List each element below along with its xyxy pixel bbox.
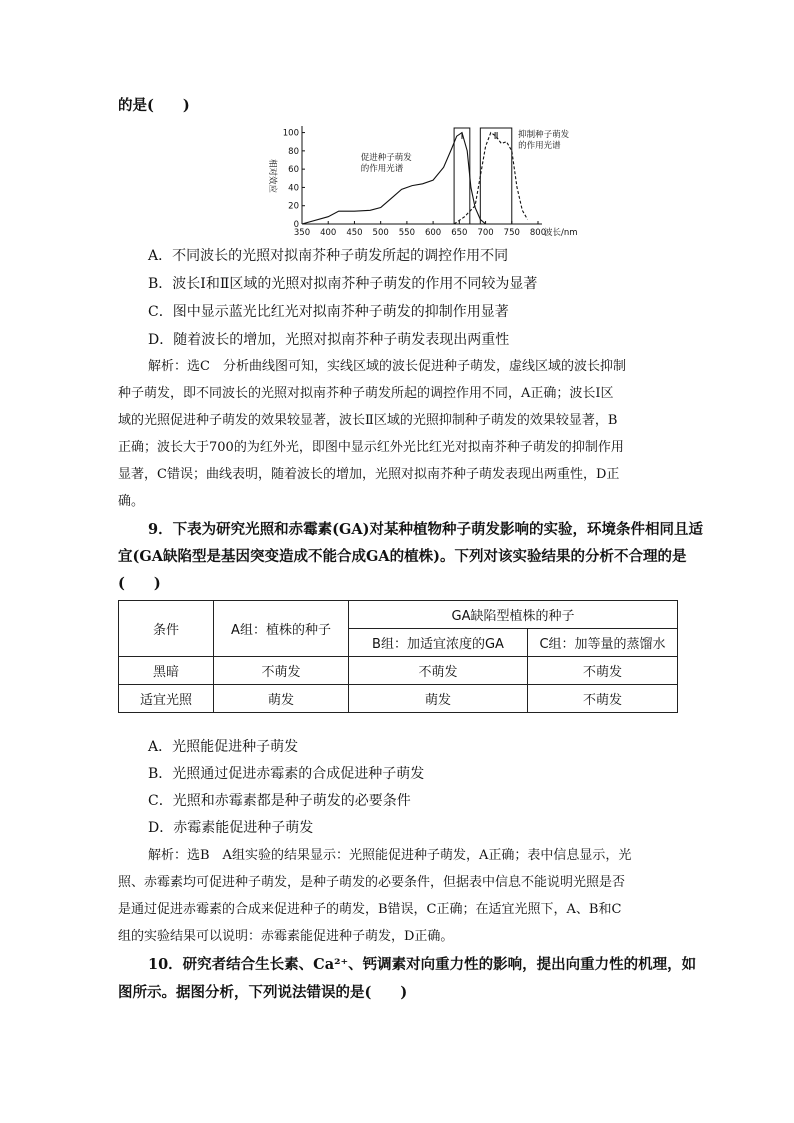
q8-explanation-line: 正确；波长大于700的为红外光，即图中显示红外光比红光对拟南芥种子萌发的抑制作用 [118, 440, 624, 455]
q8-explanation-line: 域的光照促进种子萌发的效果较显著，波长Ⅱ区域的光照抑制种子萌发的效果较显著，B [118, 413, 618, 428]
y-tick-label: 0 [293, 220, 299, 230]
series-label: 的作用光谱 [360, 164, 404, 174]
row-condition: 适宜光照 [119, 685, 214, 713]
series-line-1 [302, 133, 486, 224]
q8-explanation-line: 解析：选C 分析曲线图可知，实线区域的波长促进种子萌发，虚线区域的波长抑制 [148, 359, 626, 374]
x-tick-label: 350 [293, 228, 311, 238]
q9-explanation-line: 解析：选B A组实验的结果显示：光照能促进种子萌发，A正确；表中信息显示，光 [148, 848, 632, 863]
region-label: Ⅰ [460, 131, 464, 142]
q9-option-b: B．光照通过促进赤霉素的合成促进种子萌发 [148, 766, 425, 782]
x-tick-label: 600 [424, 228, 442, 238]
y-tick-label: 60 [288, 165, 299, 176]
region-box [454, 128, 470, 224]
series-label: 抑制种子萌发 [518, 130, 570, 141]
x-tick-label: 700 [477, 228, 494, 238]
header-group-b: B组：加适宜浓度的GA [349, 629, 528, 657]
region-label: Ⅱ [493, 131, 499, 142]
q8-explanation-line: 种子萌发，即不同波长的光照对拟南芥种子萌发所起的调控作用不同，A正确；波长Ⅰ区 [118, 386, 614, 401]
series-line-2 [454, 133, 527, 224]
q9-explanation-line: 照、赤霉素均可促进种子萌发，是种子萌发的必要条件，但据表中信息不能说明光照是否 [118, 875, 626, 890]
cell-b: 不萌发 [349, 657, 528, 685]
q9-explanation-line: 是通过促进赤霉素的合成来促进种子的萌发，B错误，C正确；在适宜光照下，A、B和C [118, 902, 622, 917]
header-group-c: C组：加等量的蒸馏水 [528, 629, 678, 657]
cell-c: 不萌发 [528, 685, 678, 713]
x-tick-label: 650 [451, 228, 468, 238]
x-tick-label: 750 [503, 228, 520, 238]
y-tick-label: 80 [288, 146, 299, 157]
y-tick-label: 100 [282, 128, 299, 139]
cell-c: 不萌发 [528, 657, 678, 685]
table-row [119, 657, 678, 685]
x-tick-label: 400 [320, 228, 337, 238]
q9-stem-line: 宜(GA缺陷型是基因突变造成不能合成GA的植株)。下列对该实验结果的分析不合理的是 [118, 548, 687, 565]
y-tick-label: 40 [288, 183, 299, 194]
q8-explanation-line: 显著，C错误；曲线表明，随着波长的增加，光照对拟南芥种子萌发表现出两重性，D正 [118, 467, 620, 482]
series-label: 促进种子萌发 [360, 153, 412, 163]
x-tick-label: 800 [529, 228, 547, 238]
q9-stem-line: 9．下表为研究光照和赤霉素(GA)对某种植物种子萌发影响的实验，环境条件相同且适 [148, 521, 703, 538]
y-tick-label: 20 [288, 201, 299, 212]
q8-option-d: D．随着波长的增加，光照对拟南芥种子萌发表现出两重性 [148, 332, 510, 348]
region-box [480, 128, 511, 224]
q9-option-c: C．光照和赤霉素都是种子萌发的必要条件 [148, 793, 411, 809]
x-tick-label: 550 [398, 228, 416, 238]
row-condition: 黑暗 [119, 657, 214, 685]
x-tick-label: 450 [346, 228, 363, 238]
q9-explanation-line: 组的实验结果可以说明：赤霉素能促进种子萌发，D正确。 [118, 929, 454, 944]
q8-option-b: B．波长Ⅰ和Ⅱ区域的光照对拟南芥种子萌发的作用不同较为显著 [148, 276, 538, 292]
q9-stem-line: ( ) [118, 575, 161, 592]
q9-option-a: A．光照能促进种子萌发 [148, 739, 299, 755]
q8-option-c: C．图中显示蓝光比红光对拟南芥种子萌发的抑制作用显著 [148, 304, 509, 320]
action-spectrum-chart [260, 120, 578, 240]
header-condition: 条件 [119, 601, 214, 657]
series-label: 的作用光谱 [518, 141, 561, 152]
q10-stem-line: 图所示。据图分析，下列说法错误的是( ) [118, 984, 408, 1001]
table-row [119, 685, 678, 713]
cell-a: 萌发 [214, 685, 349, 713]
x-tick-label: 500 [372, 228, 389, 238]
experiment-table [118, 600, 678, 713]
cell-a: 不萌发 [214, 657, 349, 685]
header-group-a: A组：植株的种子 [214, 601, 349, 657]
cell-b: 萌发 [349, 685, 528, 713]
header-ga-deficient: GA缺陷型植株的种子 [349, 601, 678, 629]
y-axis-label: 相对效应 [267, 158, 277, 194]
q8-explanation-line: 确。 [118, 494, 145, 509]
x-axis-label: 波长/nm [544, 228, 578, 238]
q10-stem-line: 10．研究者结合生长素、Ca²⁺、钙调素对向重力性的影响，提出向重力性的机理，如 [148, 956, 697, 973]
q8-stem-tail: 的是( ) [118, 97, 190, 114]
q8-option-a: A．不同波长的光照对拟南芥种子萌发所起的调控作用不同 [148, 248, 509, 264]
q9-option-d: D．赤霉素能促进种子萌发 [148, 820, 314, 836]
